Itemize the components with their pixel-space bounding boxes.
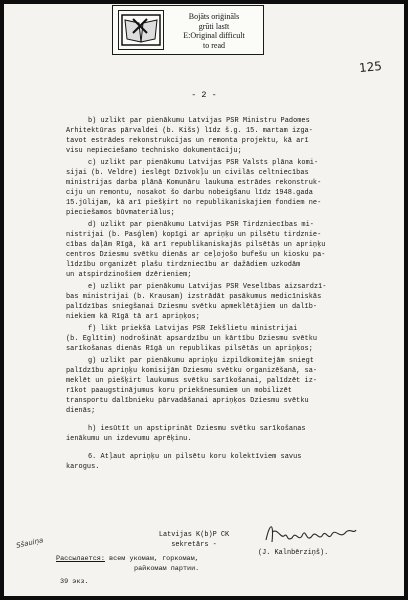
paragraph — [66, 282, 372, 322]
paragraph-line: visu nepieciešamo technisko dokumentāciju; — [66, 147, 242, 155]
paragraph-line: c) uzlikt par pienākumu Latvijas PSR Valsts plāna komi- — [88, 159, 319, 167]
paragraph-line: cības daļām Rīgā, kā arī republikaniskajās pilsētās un apriņķu — [66, 241, 326, 249]
handwritten-folio-number: 125 — [358, 58, 383, 76]
archive-stamp — [112, 5, 264, 55]
stamp-line-2: grūti lasīt — [198, 21, 230, 31]
distribution-label: Рассылается: — [56, 555, 105, 563]
paragraph-line: līdzību organizēt plašu tirdzniecību ar dažādiem uzkodām — [66, 261, 301, 269]
signatory-name: (J. Kalnbērziņš). — [258, 549, 329, 557]
paragraph-line: ciju un remontu, nosakot šo darbu nobeigšanu līdz 1948.gada — [66, 189, 313, 197]
paragraph-line: palīdzību apriņķu komisijām Dziesmu svētku organizēšanā, sa- — [66, 367, 318, 375]
paragraph-line: pieciešamos būvmateriālus; — [66, 209, 175, 217]
paragraph-line: sarīkošanas dienās Rīgā un republikas pilsētās un apriņķos; — [66, 345, 313, 353]
paragraph-line: h) iesūtīt un apstiprināt Dziesmu svētku sarīkošanas — [88, 425, 306, 433]
paragraph-line: (b. Eglītim) nodrošināt apsardzību un kārtību Dziesmu svētku — [66, 335, 318, 343]
paragraph-line: un atspirdzinošiem dzērieniem; — [66, 271, 192, 279]
paragraph-line: bas ministrijai (b. Krausam) izstrādāt pasākumus medicīniskās — [66, 293, 322, 301]
distribution-list — [56, 554, 199, 574]
paragraph — [66, 220, 372, 280]
paragraph-line: centros Dziesmu svētku dienās ar ceļojošo bufešu un kiosku pa- — [66, 251, 326, 259]
stamp-line-3: E:Original difficult — [183, 31, 245, 40]
document-body — [66, 116, 372, 474]
paragraph-line: 6. Atļaut apriņķu un pilsētu koru kolektīviem savus — [88, 453, 302, 461]
page-number: - 2 - — [191, 90, 217, 100]
paragraph-line: b) uzlikt par pienākumu Latvijas PSR Ministru Padomes — [88, 117, 310, 125]
paragraph-line: karogus. — [66, 463, 100, 471]
paragraph — [66, 452, 372, 472]
signatory-org-line-2: sekretārs - — [171, 541, 217, 549]
signatory-organization — [154, 530, 234, 550]
signatory-org-line-1: Latvijas K(b)P CK — [158, 531, 230, 539]
paragraph-line: palīdzības sniegšanai Dziesmu svētku apmeklētājiem un dalīb- — [66, 303, 318, 311]
paragraph-line: d) uzlikt par pienākumu Latvijas PSR Tirdzniecības mi- — [88, 221, 314, 229]
paragraph-line: transportu dalībnieku pārvadāšanai apriņķos Dziesmu svētku — [66, 397, 309, 405]
distribution-line-1: всем укомам, горкомам, — [109, 555, 199, 563]
paragraph-line: dienās; — [66, 407, 96, 415]
document-page — [4, 4, 404, 596]
paragraph-line: ministrijas darba plānā Komunāru laukuma estrādes rekonstruk- — [66, 179, 322, 187]
paragraph-line: sijai (b. Veldre) ieslēgt Dzīvokļu un civilās celtniecības — [66, 169, 309, 177]
paragraph-line: ienākumu un izdevumu aprēķinu. — [66, 435, 192, 443]
paragraph-line: g) uzlikt par pienākumu apriņķu izpildkomitejām sniegt — [88, 357, 314, 365]
copies-count: 39 экз. — [60, 578, 89, 586]
paragraph-line: niekiem kā Rīgā tā arī apriņķos; — [66, 313, 200, 321]
paragraph-line: e) uzlikt par pienākumu Latvijas PSR Veselības aizsardzī- — [88, 283, 327, 291]
paragraph — [66, 324, 372, 354]
paragraph-line: rīkot paaugstinājumus koru priekšnesumiem un mobilizēt — [66, 387, 292, 395]
paragraph-line: meklēt un piešķirt laukumus svētku sarīkošanai, palīdzēt iz- — [66, 377, 318, 385]
paragraph — [66, 158, 372, 218]
paragraph-line: f) likt priekšā Latvijas PSR Iekšlietu ministrijai — [88, 325, 298, 333]
paragraph — [66, 356, 372, 416]
damaged-page-icon — [118, 10, 164, 50]
paragraph — [66, 424, 372, 444]
paragraph — [66, 116, 372, 156]
paragraph-line: nistrijai (b. Pasģlem) kopīgi ar apriņķu un pilsētu tirdznie- — [66, 231, 322, 239]
margin-note: Sšauiņa — [15, 536, 45, 550]
stamp-line-4: to read — [203, 40, 225, 50]
handwritten-signature — [262, 518, 358, 552]
paragraph-line: tavot estrādes rekonstrukcijas un remonta projektu, kā arī — [66, 137, 309, 145]
paragraph-line: 15.jūlijam, kā arī piešķirt no republikaniskajiem fondiem ne- — [66, 199, 322, 207]
stamp-line-1: Bojāts oriģināls — [188, 12, 240, 21]
distribution-line-2: райкомам партии. — [134, 565, 200, 573]
paragraph-line: Arhitektūras pārvaldei (b. Kišs) līdz š.g. 15. martam izga- — [66, 127, 313, 135]
